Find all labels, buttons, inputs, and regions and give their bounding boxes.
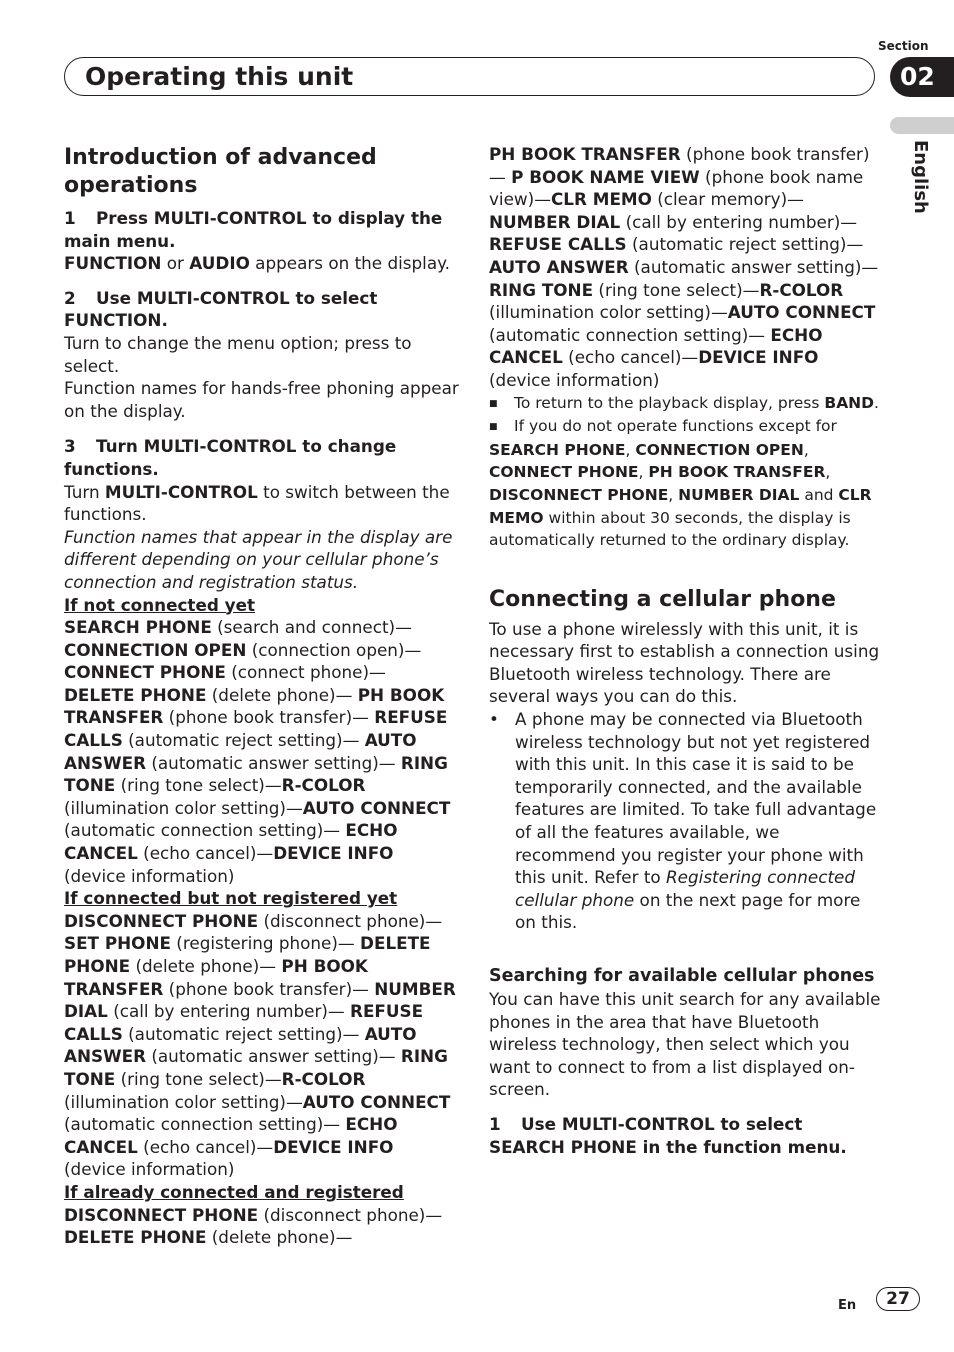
body-text: You can have this unit search for any available phones in the area that have Bluetooth wireless technology, then select which you want to connect to from a list displayed on-screen. [489, 989, 881, 1100]
page-title: Operating this unit [85, 62, 354, 91]
step-body: Turn to change the menu option; press to select. [64, 332, 412, 376]
step-heading: 1 Use MULTI-CONTROL to select SEARCH PHONE in the function menu. [489, 1113, 847, 1157]
page-number: 27 [876, 1287, 920, 1311]
step-heading: 1 Press MULTI-CONTROL to display the main menu. [64, 208, 443, 251]
page-header [64, 57, 875, 96]
step-heading: 2 Use MULTI-CONTROL to select FUNCTION. [64, 287, 378, 331]
square-bullet-icon: ■ [489, 422, 498, 433]
note-item: ■ If you do not operate functions except for SEARCH PHONE, CONNECTION OPEN, CONNECT PHONE, PH BOOK TRANSFER, DISCONNECT PHONE, NUMBER DIAL and CLR MEMO within about 30 seconds, the display is automatically returned to the ordinary display. [489, 417, 872, 550]
function-list: SEARCH PHONE (search and connect)— CONNECTION OPEN (connection open)— CONNECT PHONE (connect phone)— DELETE PHONE (delete phone)— PH BOOK TRANSFER (phone book transfer)— REFUSE CALLS (automatic reject setting)— AUTO ANSWER (automatic answer setting)— RING TONE (ring tone select)—R-COLOR (illumination color setting)—AUTO CONNECT (automatic connection setting)— ECHO CANCEL (echo cancel)—DEVICE INFO (device information) [64, 617, 451, 886]
function-list: PH BOOK TRANSFER (phone book transfer)— P BOOK NAME VIEW (phone book name view)—CLR MEMO (clear memory)— NUMBER DIAL (call by entering number)— REFUSE CALLS (automatic reject setting)— AUTO ANSWER (automatic answer setting)— RING TONE (ring tone select)—R-COLOR (illumination color setting)—AUTO CONNECT (automatic connection setting)— ECHO CANCEL (echo cancel)—DEVICE INFO (device information) [489, 144, 879, 390]
group-title: If connected but not registered yet [64, 888, 398, 909]
right-column [489, 143, 884, 1158]
function-list: DISCONNECT PHONE (disconnect phone)— SET PHONE (registering phone)— DELETE PHONE (delete phone)— PH BOOK TRANSFER (phone book transfer)— NUMBER DIAL (call by entering number)— REFUSE CALLS (automatic reject setting)— AUTO ANSWER (automatic answer setting)— RING TONE (ring tone select)—R-COLOR (illumination color setting)—AUTO CONNECT (automatic connection setting)— ECHO CANCEL (echo cancel)—DEVICE INFO (device information) [64, 910, 456, 1180]
left-column [64, 144, 459, 1249]
footer-language: En [838, 1298, 857, 1313]
group-title: If already connected and registered [64, 1181, 404, 1202]
body-text: To use a phone wirelessly with this unit, it is necessary first to establish a connection using Bluetooth wireless technology. There are several ways you can do this. [489, 618, 880, 707]
bullet-icon: • [489, 709, 499, 730]
bullet-item: • A phone may be connected via Bluetooth wireless technology but not yet registered with this unit. In this case it is said to be temporarily connected, and the available features are limited. To take full advantage of all the features available, we recommend you register your phone with this unit. Refer to Registering connected cellular phone on the next page for more on this. [489, 709, 877, 933]
subsection-heading: Searching for available cellular phones [489, 966, 875, 986]
section-heading: Connecting a cellular phone [489, 586, 836, 612]
function-list: DISCONNECT PHONE (disconnect phone)— DELETE PHONE (delete phone)— [64, 1204, 443, 1248]
step-body: Turn MULTI-CONTROL to switch between the functions. [64, 481, 450, 525]
section-heading: Introduction of advanced operations [64, 145, 377, 198]
step-heading: 3 Turn MULTI-CONTROL to change functions. [64, 436, 397, 479]
language-label: English [910, 140, 931, 214]
language-tab [890, 117, 954, 134]
step-body: Function names for hands-free phoning appear on the display. [64, 378, 459, 421]
group-title: If not connected yet [64, 594, 256, 615]
step-note: Function names that appear in the display are different depending on your cellular phone’s connection and registration status. [64, 526, 453, 592]
section-number: 02 [890, 57, 954, 97]
note-item: ■ To return to the playback display, press BAND. [489, 392, 884, 416]
step-body: FUNCTION or AUDIO appears on the display. [64, 253, 450, 274]
square-bullet-icon: ■ [489, 398, 498, 409]
section-label: Section [878, 39, 929, 53]
